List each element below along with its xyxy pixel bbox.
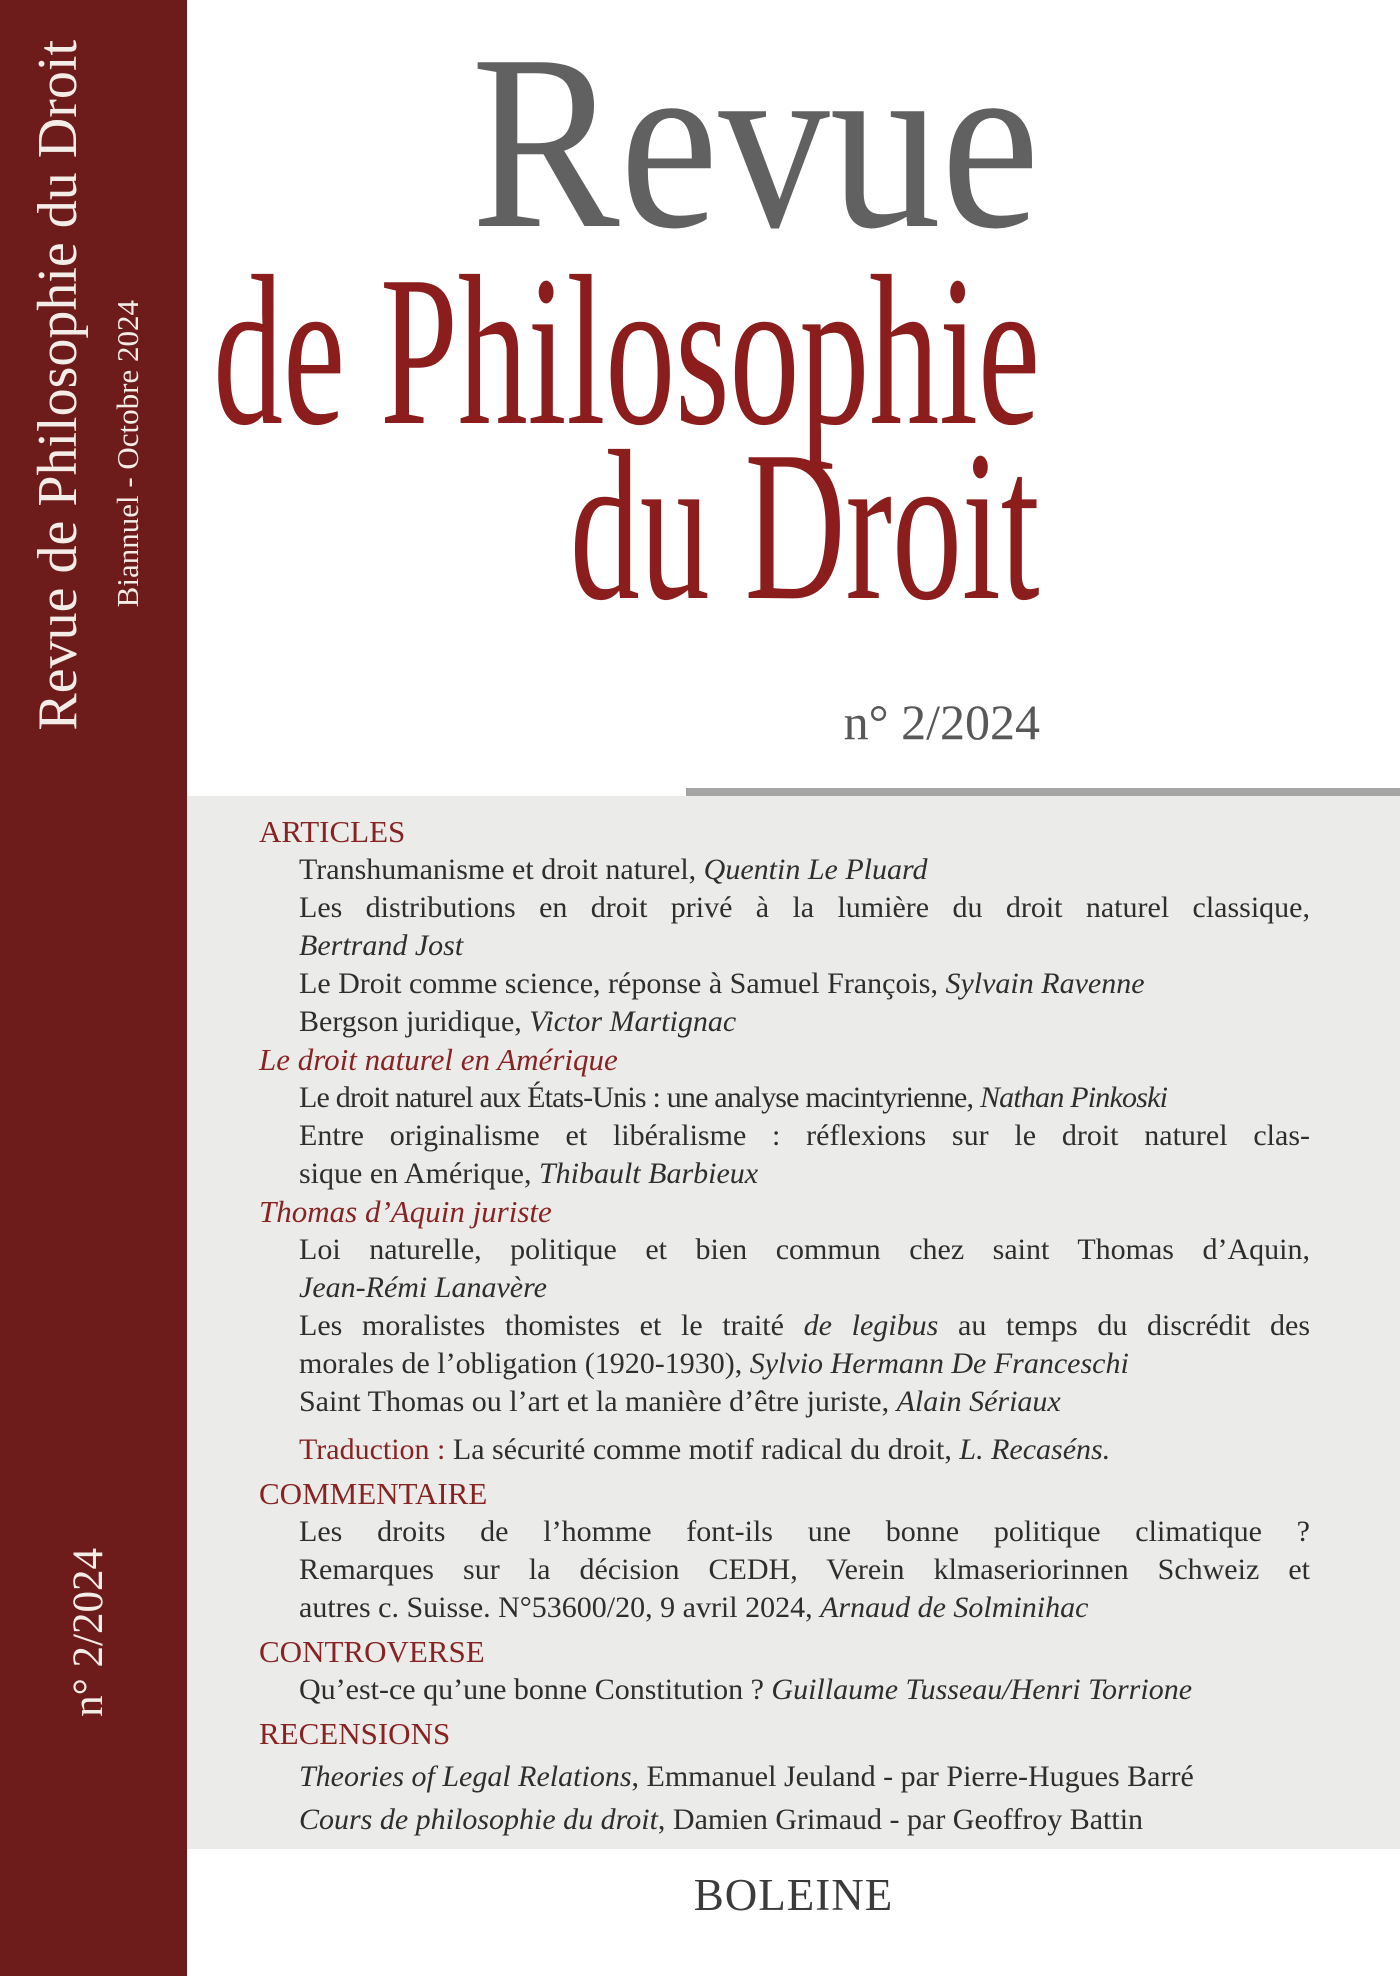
toc-entry-line — [299, 1003, 1310, 1041]
toc-entry-line — [299, 851, 1310, 889]
masthead-title-line1: Revue — [471, 4, 1040, 281]
toc-entry-text: Remarques sur la décision CEDH, Verein klmaseriorinnen Schweiz et — [299, 1553, 1310, 1586]
toc-subsection-header: Le droit naturel en Amérique — [259, 1042, 618, 1077]
toc-entry-text: au temps du discrédit des — [938, 1309, 1310, 1342]
toc-entry-text: autres c. Suisse. N°53600/20, 9 avril 2024, — [299, 1591, 821, 1624]
toc-entry-italic: Arnaud de Solminihac — [820, 1591, 1089, 1624]
spine-sidebar — [0, 0, 187, 1976]
toc-entry-text: Qu’est-ce qu’une bonne Constitution ? — [299, 1673, 772, 1706]
toc-entry-line — [299, 927, 1310, 965]
masthead-title-line2: de Philosophie — [213, 231, 1040, 470]
toc-entry-italic: Victor Martignac — [529, 1005, 737, 1038]
spine-journal-title: Revue de Philosophie du Droit — [27, 40, 89, 731]
toc-entry-line — [299, 1801, 1310, 1839]
toc-entry-text: Loi naturelle, politique et bien commun chez saint Thomas d’Aquin, — [299, 1233, 1310, 1266]
toc-entry-text: La sécurité comme motif radical du droit, — [452, 1433, 960, 1466]
toc-entry-text: Entre originalisme et libéralisme : réflexions sur le droit naturel clas- — [299, 1119, 1310, 1152]
spine-frequency-date: Biannuel - Octobre 2024 — [110, 300, 145, 608]
toc-entry-line — [299, 965, 1310, 1003]
toc-entry-line — [299, 1231, 1310, 1269]
toc-entry-line — [299, 1671, 1310, 1709]
toc-section-header: COMMENTAIRE — [259, 1476, 488, 1511]
toc-entry-text: Les droits de l’homme font-ils une bonne politique climatique ? — [299, 1515, 1310, 1548]
toc-entry-italic: Theories of Legal Relations — [299, 1760, 632, 1793]
toc-entry-line — [299, 1345, 1310, 1383]
toc-section-header: CONTROVERSE — [259, 1634, 485, 1669]
toc-entry-line — [299, 1155, 1310, 1193]
toc-entry-italic: L. Recaséns. — [959, 1433, 1111, 1466]
publisher-name: BOLEINE — [693, 1870, 894, 1920]
toc-entry-line — [299, 1117, 1310, 1155]
toc-entry-line — [299, 1431, 1310, 1469]
toc-entry-text: Les moralistes thomistes et le traité — [299, 1309, 804, 1342]
toc-entry-italic: Bertrand Jost — [299, 929, 464, 962]
cover-main — [187, 0, 1400, 1976]
toc-entry-text: morales de l’obligation (1920-1930), — [299, 1347, 750, 1380]
toc-entry-text: Le droit naturel aux États-Unis : une analyse macintyrienne, — [299, 1081, 980, 1114]
toc-entry-italic: de legibus — [803, 1309, 939, 1342]
spine-issue-number: n° 2/2024 — [65, 1548, 112, 1717]
toc-section-header: ARTICLES — [259, 814, 406, 849]
toc-entry-text: Saint Thomas ou l’art et la manière d’être juriste, — [299, 1385, 897, 1418]
toc-section-header: RECENSIONS — [259, 1716, 451, 1751]
toc-entry-line — [299, 1307, 1310, 1345]
toc-entry-italic: Quentin Le Pluard — [703, 853, 928, 886]
toc-entry-italic: Sylvio Hermann De Franceschi — [749, 1347, 1129, 1380]
toc-entry-italic: Guillaume Tusseau/Henri Torrione — [771, 1673, 1193, 1706]
toc-entry-line — [299, 1383, 1310, 1421]
toc-entry-italic: Nathan Pinkoski — [979, 1081, 1168, 1114]
toc-entry-text: Les distributions en droit privé à la lumière du droit naturel classique, — [299, 891, 1310, 924]
toc-entry-line — [299, 1513, 1310, 1551]
toc-entry-text: , Emmanuel Jeuland - par Pierre-Hugues Barré — [631, 1760, 1194, 1793]
toc — [187, 796, 1400, 1849]
toc-entry-text: Bergson juridique, — [299, 1005, 530, 1038]
toc-entry-line — [299, 1589, 1310, 1627]
toc-entry-italic: Alain Sériaux — [896, 1385, 1061, 1418]
toc-entry-line — [299, 1079, 1310, 1117]
toc-entry-italic: Sylvain Ravenne — [945, 967, 1145, 1000]
toc-entry-line — [299, 889, 1310, 927]
toc-subsection-header: Thomas d’Aquin juriste — [259, 1194, 552, 1229]
toc-entry-text: Transhumanisme et droit naturel, — [299, 853, 704, 886]
toc-entry-line — [299, 1269, 1310, 1307]
toc-entry-text: sique en Amérique, — [299, 1157, 539, 1190]
toc-entry-italic: Cours de philosophie du droit — [299, 1803, 658, 1836]
toc-entry-line — [299, 1758, 1310, 1796]
toc-entry-italic: Jean-Rémi Lanavère — [299, 1271, 547, 1304]
toc-entry-italic: Thibault Barbieux — [538, 1157, 759, 1190]
masthead-title-line3: du Droit — [570, 406, 1040, 645]
toc-entry-label: Traduction : — [299, 1433, 453, 1466]
toc-entry-text: Le Droit comme science, réponse à Samuel François, — [299, 967, 946, 1000]
issue-number: n° 2/2024 — [843, 694, 1040, 750]
toc-entry-text: , Damien Grimaud - par Geoffroy Battin — [657, 1803, 1144, 1836]
divider-rule — [686, 788, 1400, 796]
toc-entry-line — [299, 1551, 1310, 1589]
